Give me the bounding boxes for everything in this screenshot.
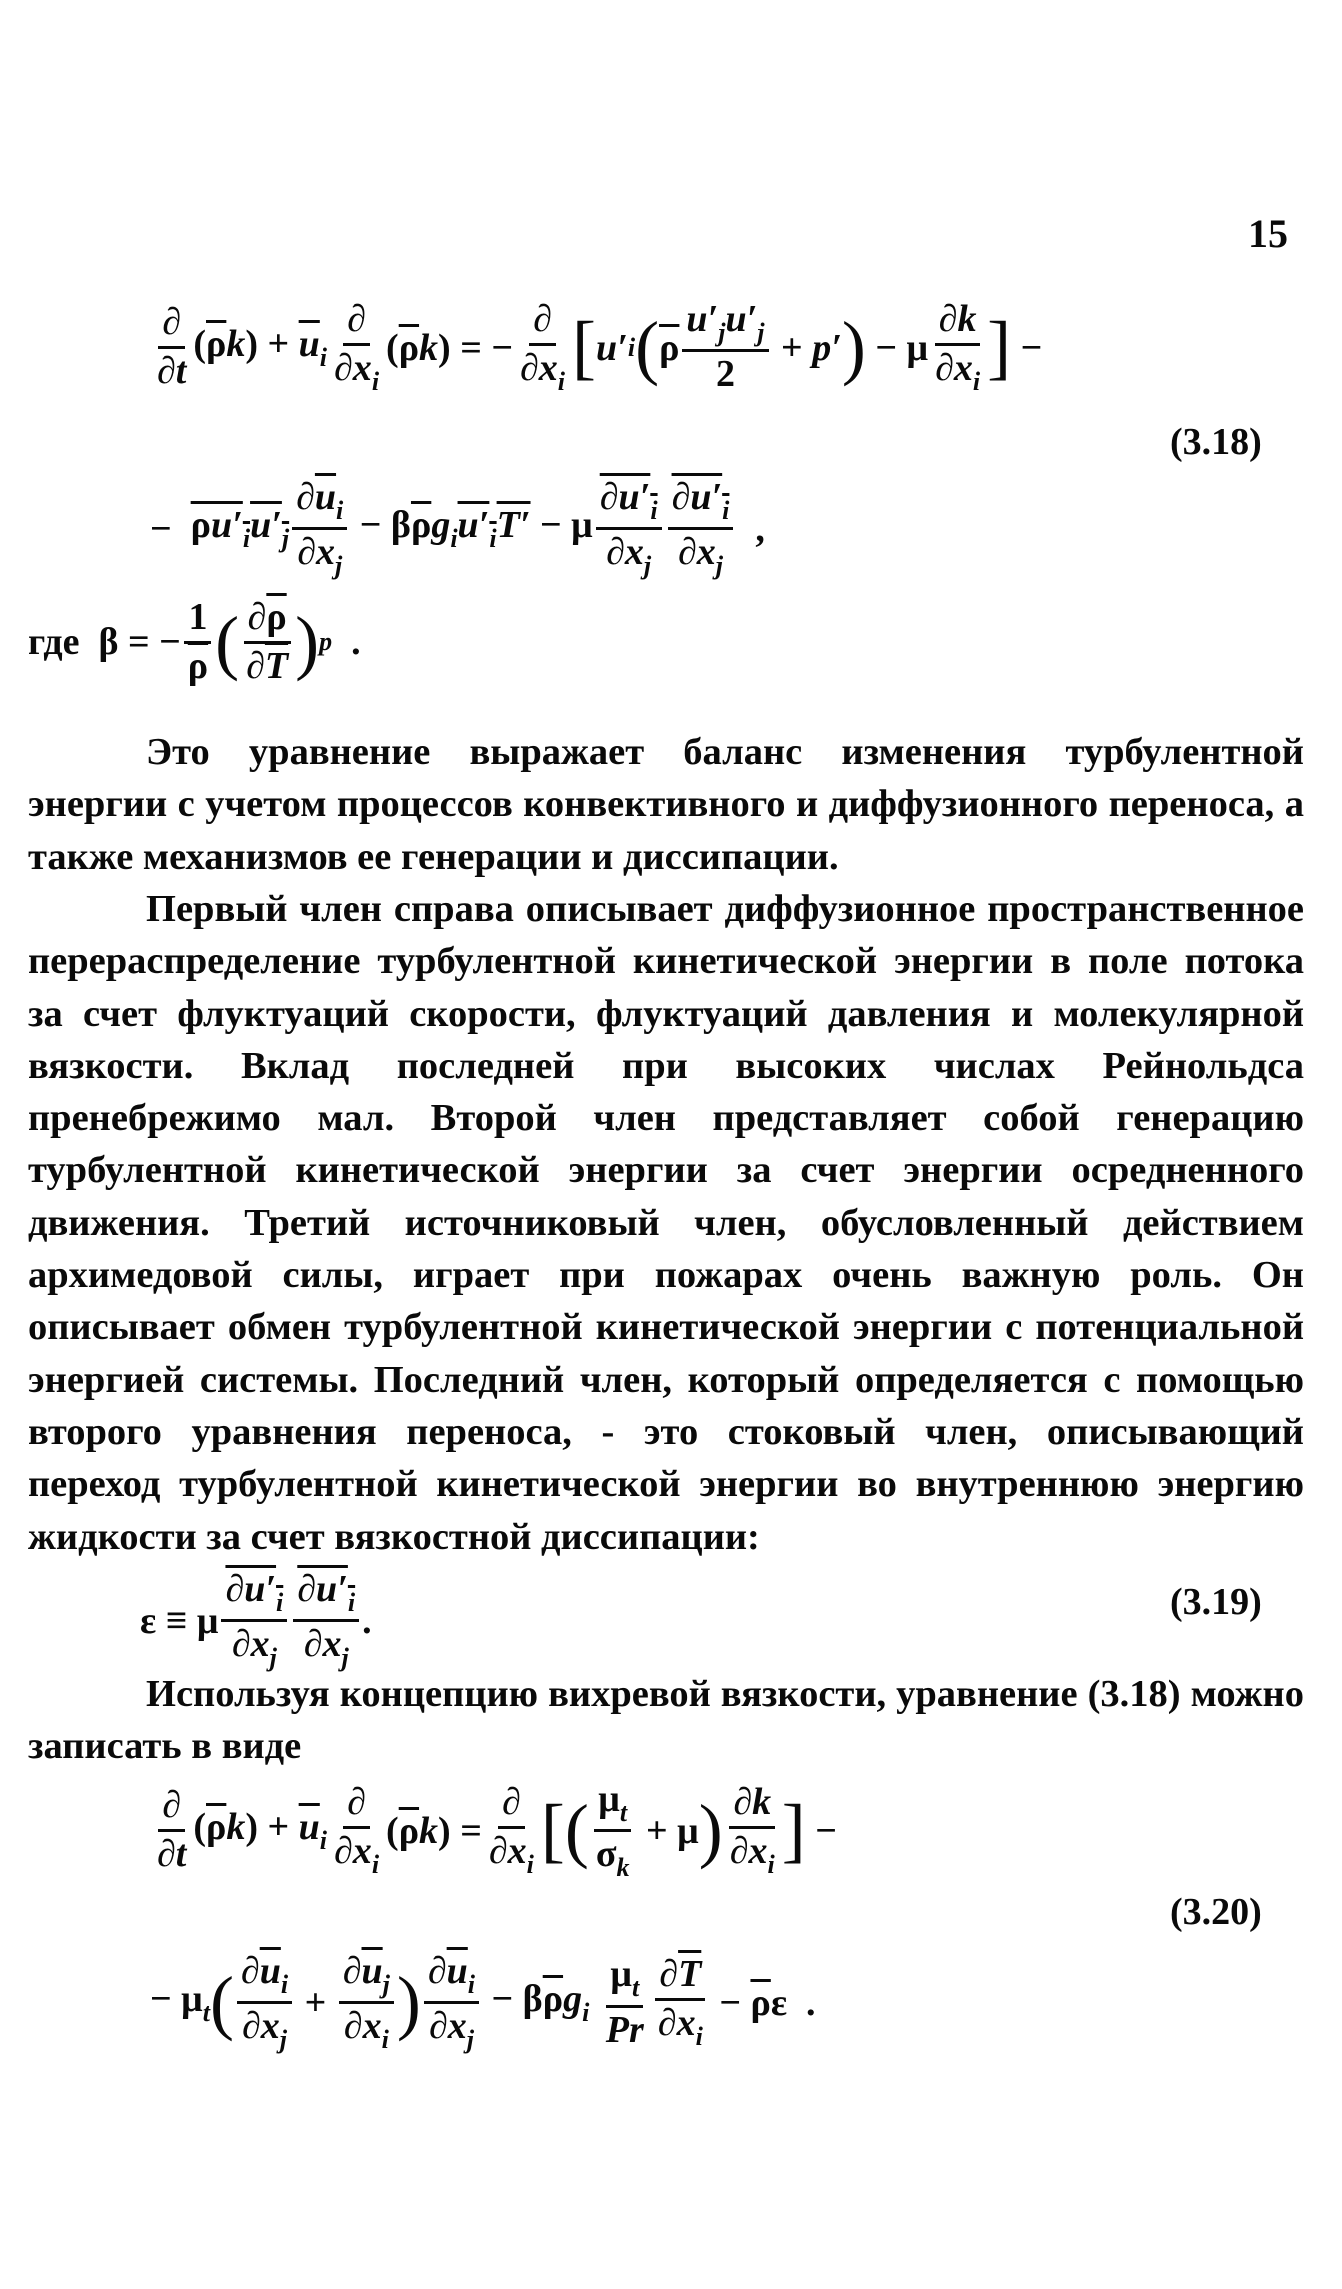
beta-definition: где β = − $\frac{1}{\rho}$ ( $\frac{\partial\overline{\rho}}{\partial\overline{T}}$ ) p . <box>28 596 361 687</box>
equation-3-18-line-1: $\frac{\partial}{\partial t}$ $(\overline{\rho}k) + \overline{u}_i$ $\frac{\partial}{\partial x_i}$ $(\overline{\rho}k)$ = − $\frac{\partial}{\partial x_i}$ [ u′ i ( $\overline{\rho}$ $\frac{u'_ju'_j}{2}$ + p′ ) − μ $\frac{\partial k}{\partial x_i}$ ] − <box>157 298 1043 396</box>
paragraph-eddy-viscosity: Используя концепцию вихревой вязкости, уравнение (3.18) можно записать в виде <box>28 1673 1304 1768</box>
equation-3-18-line-2: − $\rho u'_iu'_j$ $\frac{\partial\overline{u}_i}{\partial x_j}$ − $\beta\overline{\rho}g_iu'_iT' - \mu$ $\frac{\partial u'_i}{\partial x_j}$ $\frac{\partial u'_i}{\partial x_j}$ , <box>150 476 765 581</box>
equation-number-3-19: (3.19) <box>1170 1581 1262 1623</box>
equation-3-19: ε ≡ μ $\frac{\partial u'_i}{\partial x_j}$ $\frac{\partial u'_i}{\partial x_j}$ . <box>140 1568 372 1673</box>
paragraph-terms-description: Первый член справа описывает диффузионное пространственное перераспределение турбулентной кинетической энергии в поле потока за счет флуктуаций скорости, флуктуаций давления и молекулярной вязкости. Вклад последней при высоких числах Рейнольдса пренебрежимо мал. Второй член представляет собой генерацию турбулентной кинетической энергии за счет энергии осредненного движения. Третий источниковый член, обусловленный действием архимедовой силы, играет при пожарах очень важную роль. Он описывает обмен турбулентной кинетической энергии с потенциальной энергией системы. Последний член, который определяется с помощью второго уравнения переноса, - это стоковый член, описывающий переход турбулентной кинетической энергии во внутреннюю энергию жидкости за счет вязкостной диссипации: <box>28 888 1304 1558</box>
equation-number-3-18: (3.18) <box>1170 421 1262 463</box>
equation-3-20-line-1: $\frac{\partial}{\partial t}$ $(\overline{\rho}k) + \overline{u}_i$ $\frac{\partial}{\partial x_i}$ $(\overline{\rho}k)$ = $\frac{\partial}{\partial x_i}$ [ ( $\frac{\mu_t}{\sigma_k}$ + μ ) $\frac{\partial k}{\partial x_i}$ ] − <box>157 1778 837 1883</box>
equation-number-3-20: (3.20) <box>1170 1891 1262 1933</box>
paragraph-balance: Это уравнение выражает баланс изменения турбулентной энергии с учетом процессов конвективного и диффузионного переноса, а также механизмов ее генерации и диссипации. <box>28 731 1304 878</box>
equation-3-20-line-2: − $\mu_t$ ( $\frac{\partial\overline{u}_i}{\partial x_j}$ + $\frac{\partial\overline{u}_j}{\partial x_i}$ ) $\frac{\partial\overline{u}_i}{\partial x_j}$ − $\beta\overline{\rho}g_i$ $\frac{\mu_t}{Pr}$ $\frac{\partial\overline{T}}{\partial x_i}$ − $\overline{\rho}\varepsilon$ . <box>150 1950 816 2055</box>
beta-lead-word: где <box>28 621 80 664</box>
page-number: 15 <box>1248 211 1288 256</box>
